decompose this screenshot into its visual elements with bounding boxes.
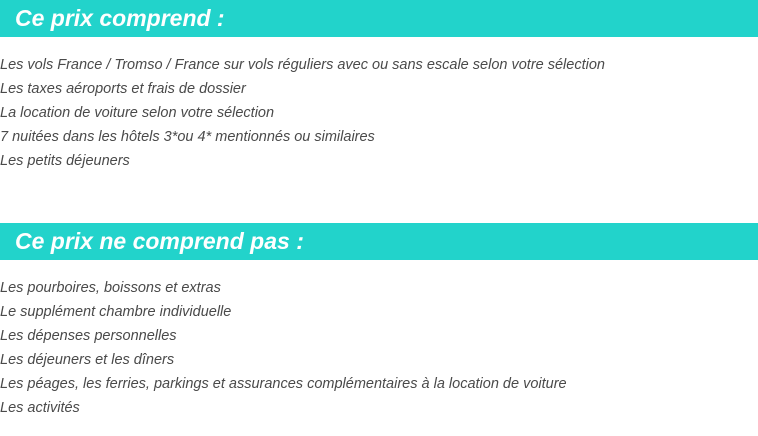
list-item: Les dépenses personnelles (0, 328, 177, 344)
list-item: Les vols France / Tromso / France sur vols réguliers avec ou sans escale selon votre sélection (0, 57, 605, 73)
list-item: Les petits déjeuners (0, 153, 130, 169)
price-includes-section (0, 0, 758, 169)
list-item: Le supplément chambre individuelle (0, 304, 232, 320)
list-item: Les taxes aéroports et frais de dossier (0, 81, 246, 97)
list-item: Les péages, les ferries, parkings et assurances complémentaires à la location de voiture (0, 376, 567, 392)
price-excludes-section (0, 223, 758, 416)
price-excludes-header (0, 223, 758, 260)
price-includes-title: Ce prix comprend : (15, 5, 225, 31)
price-includes-list (0, 53, 605, 173)
list-item: 7 nuitées dans les hôtels 3*ou 4* mentionnés ou similaires (0, 129, 375, 145)
list-item: Les déjeuners et les dîners (0, 352, 175, 368)
list-item: Les activités (0, 400, 80, 416)
list-item: Les pourboires, boissons et extras (0, 280, 221, 296)
price-excludes-list (0, 276, 567, 420)
price-excludes-title: Ce prix ne comprend pas : (15, 228, 304, 254)
price-includes-header (0, 0, 758, 37)
list-item: La location de voiture selon votre sélection (0, 105, 275, 121)
